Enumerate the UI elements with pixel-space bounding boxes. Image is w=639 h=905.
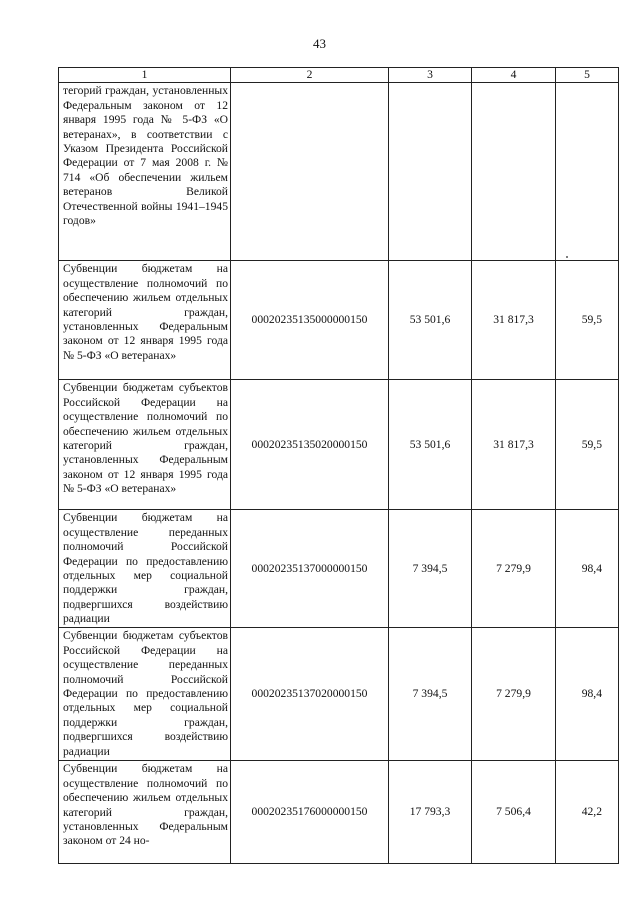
row-fact: 31 817,3 — [472, 261, 556, 380]
row-name: Субвенции бюджетам на осуществление полномочий по обеспечению жильем отдельных категорий граждан, установленных Федеральным законом от 24 но- — [59, 761, 231, 864]
scan-speck — [566, 256, 568, 258]
table-row — [59, 83, 619, 261]
row-plan: 7 394,5 — [389, 510, 472, 628]
row-plan: 53 501,6 — [389, 261, 472, 380]
row-fact — [472, 83, 556, 261]
row-fact: 7 279,9 — [472, 510, 556, 628]
row-plan: 7 394,5 — [389, 628, 472, 761]
row-percent — [556, 83, 619, 261]
row-code — [231, 83, 389, 261]
row-name: тегорий граждан, установленных Федеральным законом от 12 января 1995 года № 5-ФЗ «О ветеранах», в соответствии с Указом Президента Российской Федерации от 7 мая 2008 г. № 714 «Об обеспечении жильем ветеранов Великой Отечественной войны 1941–1945 годов» — [59, 83, 231, 261]
column-header: 4 — [472, 68, 556, 83]
table-row — [59, 380, 619, 510]
row-name: Субвенции бюджетам субъектов Российской Федерации на осуществление переданных полномочий Российской Федерации по предоставлению отдельных мер социальной поддержки граждан, подвергшихся воздействию радиации — [59, 628, 231, 761]
row-name: Субвенции бюджетам субъектов Российской Федерации на осуществление полномочий по обеспечению жильем отдельных категорий граждан, установленных Федеральным законом от 12 января 1995 года № 5-ФЗ «О ветеранах» — [59, 380, 231, 510]
row-plan: 53 501,6 — [389, 380, 472, 510]
row-plan: 17 793,3 — [389, 761, 472, 864]
table-row — [59, 510, 619, 628]
row-fact: 31 817,3 — [472, 380, 556, 510]
table-row — [59, 761, 619, 864]
column-header: 5 — [556, 68, 619, 83]
row-percent: 59,5 — [556, 261, 619, 380]
row-code: 00020235137000000150 — [231, 510, 389, 628]
row-plan — [389, 83, 472, 261]
row-percent: 42,2 — [556, 761, 619, 864]
row-percent: 98,4 — [556, 510, 619, 628]
row-code: 00020235135000000150 — [231, 261, 389, 380]
page-number: 43 — [313, 36, 326, 51]
row-code: 00020235135020000150 — [231, 380, 389, 510]
row-name: Субвенции бюджетам на осуществление полномочий по обеспечению жильем отдельных категорий граждан, установленных Федеральным законом от 12 января 1995 года № 5-ФЗ «О ветеранах» — [59, 261, 231, 380]
column-header: 3 — [389, 68, 472, 83]
row-name: Субвенции бюджетам на осуществление переданных полномочий Российской Федерации по предоставлению отдельных мер социальной поддержки граждан, подвергшихся воздействию радиации — [59, 510, 231, 628]
row-percent: 98,4 — [556, 628, 619, 761]
table-row — [59, 628, 619, 761]
column-header: 2 — [231, 68, 389, 83]
row-code: 00020235176000000150 — [231, 761, 389, 864]
header-row — [59, 68, 619, 83]
row-percent: 59,5 — [556, 380, 619, 510]
row-code: 00020235137020000150 — [231, 628, 389, 761]
row-fact: 7 506,4 — [472, 761, 556, 864]
table-row — [59, 261, 619, 380]
budget-table — [58, 67, 619, 864]
row-fact: 7 279,9 — [472, 628, 556, 761]
column-header: 1 — [59, 68, 231, 83]
